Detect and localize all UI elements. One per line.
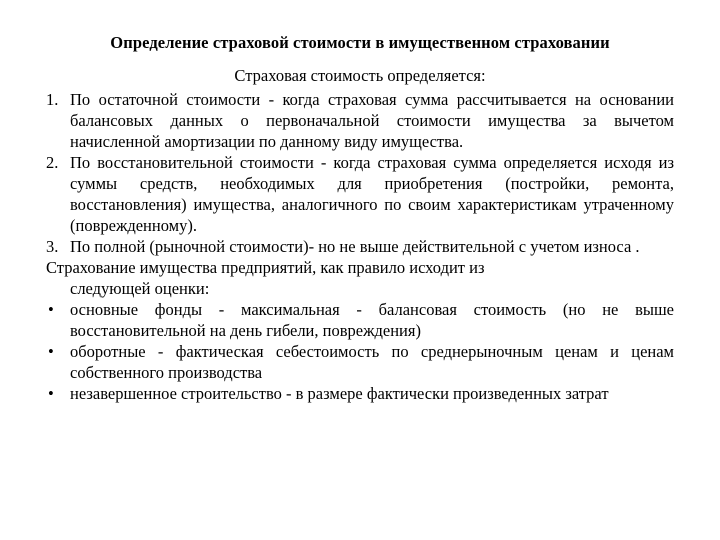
assessment-paragraph bbox=[46, 257, 674, 299]
item-number: 2. bbox=[46, 153, 59, 172]
bullet-text: оборотные - фактическая себестоимость по среднерыночным ценам и ценам собственного производства bbox=[70, 342, 674, 382]
numbered-item bbox=[46, 236, 674, 257]
bullet-item bbox=[46, 299, 674, 341]
item-text: По восстановительной стоимости - когда страховая сумма определяется исходя из суммы средств, необходимых для приобретения (постройки, ремонта, восстановления) имущества, аналогичного по своим характеристикам утраченному (поврежденному). bbox=[70, 153, 674, 235]
slide-title: Определение страховой стоимости в имущественном страховании bbox=[110, 33, 610, 52]
bullet-text: незавершенное строительство - в размере фактически произведенных затрат bbox=[70, 384, 609, 403]
bullet-icon: • bbox=[48, 300, 54, 319]
bullet-item bbox=[46, 341, 674, 383]
item-number: 3. bbox=[46, 237, 59, 256]
bullet-icon: • bbox=[48, 342, 54, 361]
item-number: 1. bbox=[46, 90, 59, 109]
slide-body bbox=[46, 89, 674, 404]
bullet-item bbox=[46, 383, 674, 404]
paragraph-line: Страхование имущества предприятий, как правило исходит из bbox=[46, 258, 485, 277]
item-text: По остаточной стоимости - когда страховая сумма рассчитывается на основании балансовых данных о первоначальной стоимости имущества за вычетом начисленной амортизации по данному виду имущества. bbox=[70, 90, 674, 151]
paragraph-line: следующей оценки: bbox=[70, 279, 210, 298]
numbered-item bbox=[46, 89, 674, 152]
numbered-item bbox=[46, 152, 674, 236]
bullet-icon: • bbox=[48, 384, 54, 403]
item-text: По полной (рыночной стоимости)- но не выше действительной с учетом износа . bbox=[70, 237, 640, 256]
intro-text: Страховая стоимость определяется: bbox=[234, 66, 486, 85]
bullet-text: основные фонды - максимальная - балансовая стоимость (но не выше восстановительной на день гибели, повреждения) bbox=[70, 300, 674, 340]
